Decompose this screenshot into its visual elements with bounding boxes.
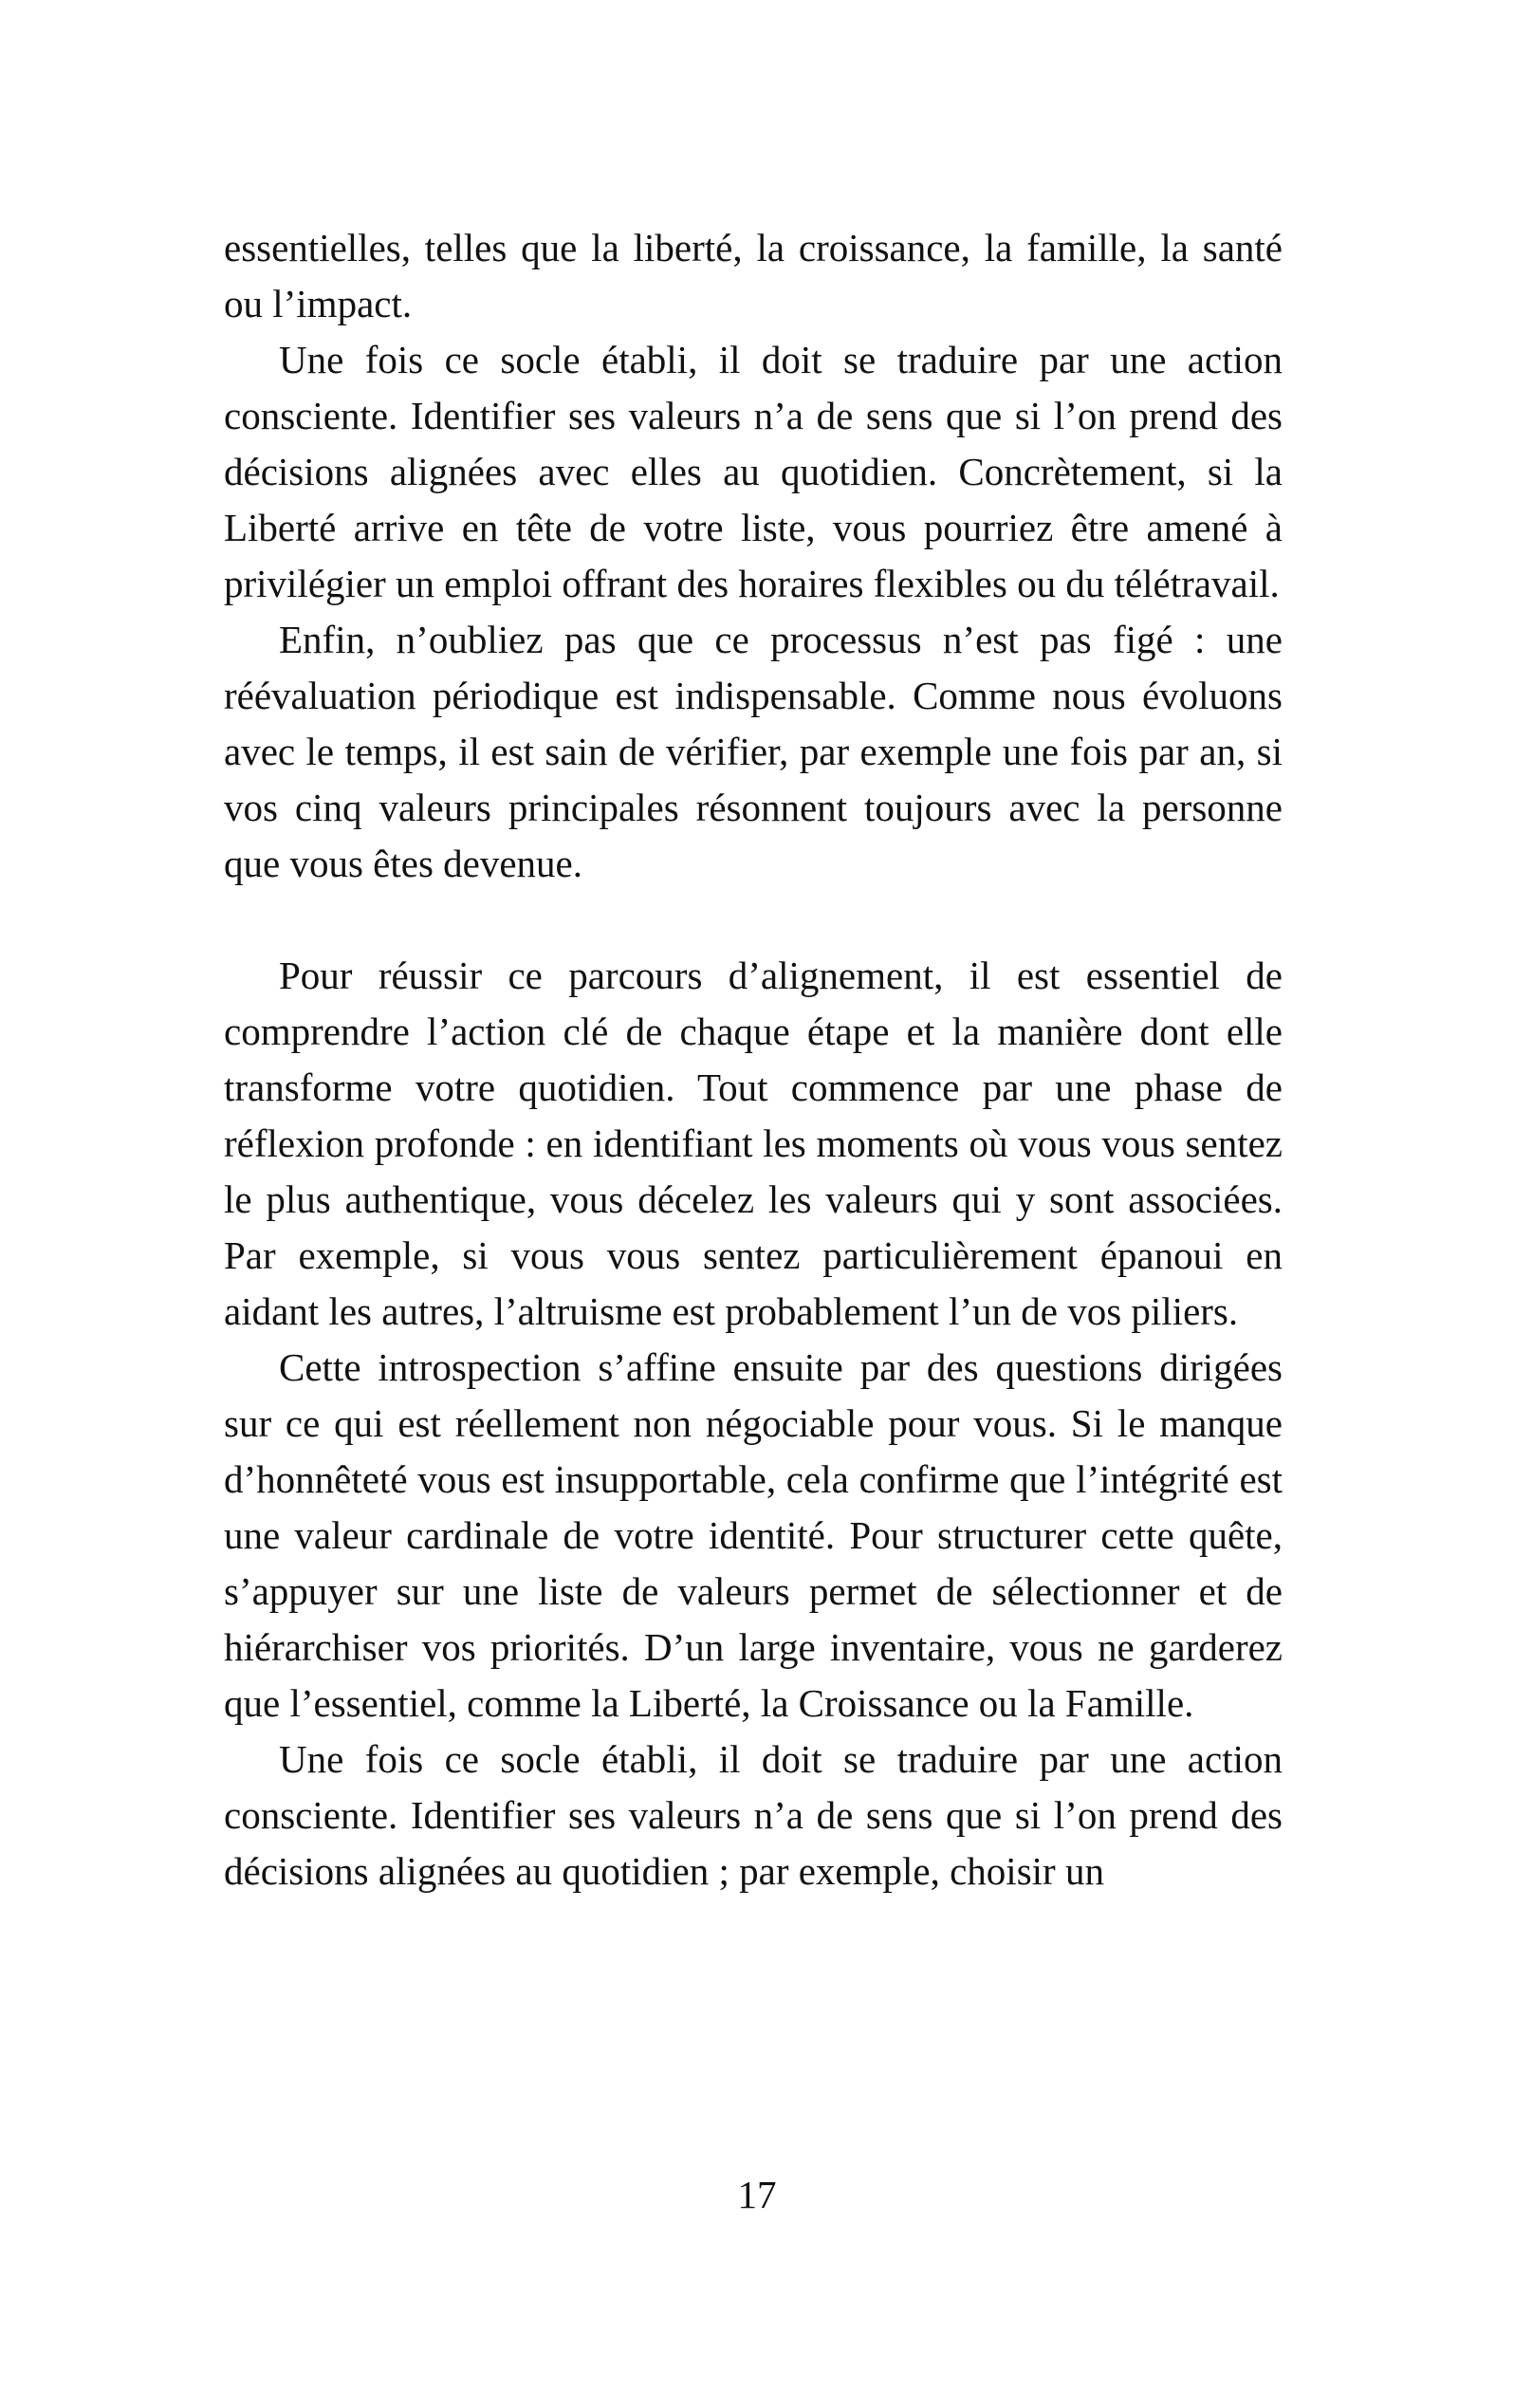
paragraph: Pour réussir ce parcours d’alignement, il est essentiel de comprendre l’action clé de chaque étape et la manière dont elle transforme votre quotidien. Tout commence par une phase de réflexion profonde : en identifiant les moments où vous vous sentez le plus authentique, vous décelez les valeurs qui y sont associées. Par exemple, si vous vous sentez particulièrement épanoui en aidant les autres, l’altruisme est probablement l’un de vos piliers. (224, 954, 1283, 1333)
paragraph: Une fois ce socle établi, il doit se traduire par une action consciente. Identifier ses valeurs n’a de sens que si l’on prend des décisions alignées avec elles au quotidien. Concrètement, si la Liberté arrive en tête de votre liste, vous pourriez être amené à privilégier un emploi offrant des horaires flexibles ou du télétravail. (224, 338, 1283, 605)
paragraph: Cette introspection s’affine ensuite par des questions dirigées sur ce qui est réellement non négociable pour vous. Si le manque d’honnêteté vous est insupportable, cela confirme que l’intégrité est une valeur cardinale de votre identité. Pour structurer cette quête, s’appuyer sur une liste de valeurs permet de sélectionner et de hiérarchiser vos priorités. D’un large inventaire, vous ne garderez que l’essentiel, comme la Liberté, la Croissance ou la Famille. (224, 1345, 1283, 1725)
page-number: 17 (737, 2173, 777, 2216)
paragraph: Une fois ce socle établi, il doit se traduire par une action consciente. Identifier ses valeurs n’a de sens que si l’on prend des décisions alignées au quotidien ; par exemple, choisir un (224, 1737, 1283, 1893)
paragraph: Enfin, n’oubliez pas que ce processus n’est pas figé : une réévaluation périodique est indispensable. Comme nous évoluons avec le temps, il est sain de vérifier, par exemple une fois par an, si vos cinq valeurs principales résonnent toujours avec la personne que vous êtes devenue. (224, 618, 1283, 885)
body-text (224, 220, 1283, 1899)
paragraph-continuation: essentielles, telles que la liberté, la croissance, la famille, la santé ou l’impact. (224, 226, 1283, 325)
